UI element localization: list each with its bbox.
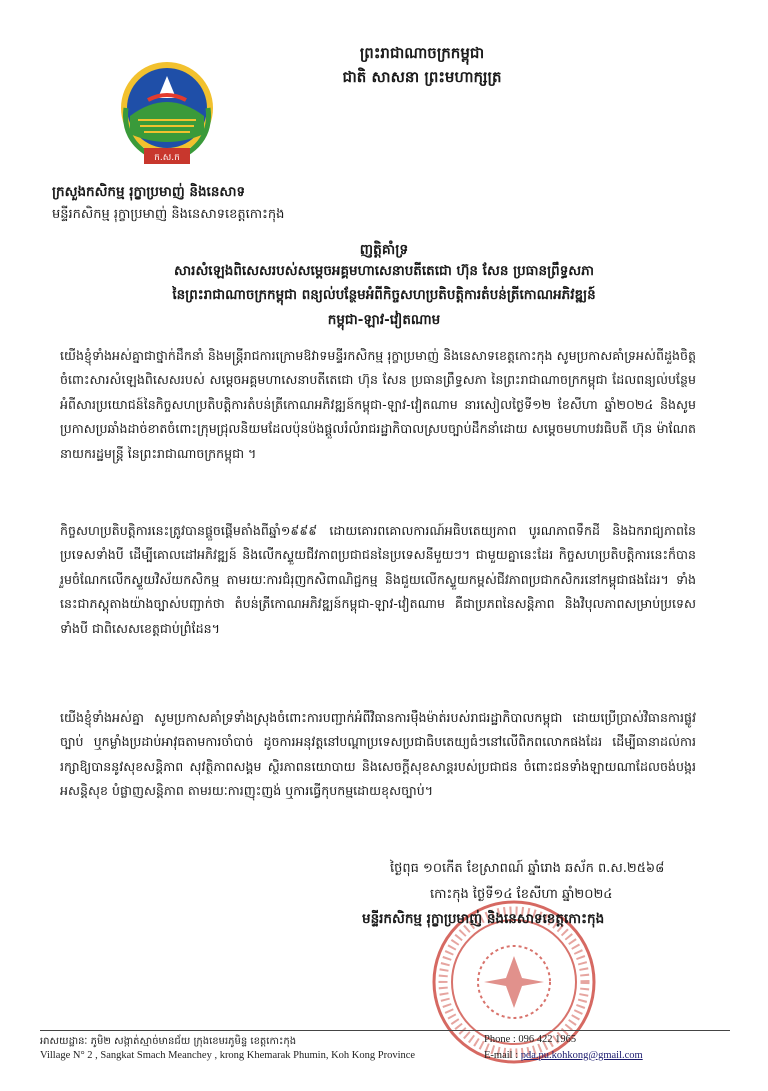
footer-email-row — [484, 1050, 643, 1061]
body-paragraph-1: យើងខ្ញុំទាំងអស់គ្នាជាថ្នាក់ដឹកនាំ និងមន្ត្រីរាជការក្រោមឱវាទមន្ទីរកសិកម្ម រុក្ខាប្រមាញ់ និងនេសាទខេត្តកោះកុង សូមប្រកាសគាំទ្រអស់ពីដួងចិត្តចំពោះសារសំឡេងពិសេសរបស់ សម្តេចអគ្គមហាសេនាបតីតេជោ ហ៊ុន សែន ប្រធានព្រឹទ្ធសភា នៃព្រះរាជាណាចក្រកម្ពុជា ដែលពន្យល់បន្ថែមអំពីសារប្រយោជន៍នៃកិច្ចសហប្រតិបត្តិការតំបន់ត្រីកោណអភិវឌ្ឍន៍កម្ពុជា-ឡាវ-វៀតណាម នារសៀលថ្ងៃទី១២ ខែសីហា ឆ្នាំ២០២៤ និងសូមប្រកាសប្រឆាំងដាច់ខាតចំពោះក្រុមជ្រុលនិយមដែលប៉ុនប៉ងផ្តួលរំលំរាជរដ្ឋាភិបាលស្របច្បាប់ដឹកនាំដោយ សម្តេចមហាបវរធិបតី ហ៊ុន ម៉ាណែត នាយករដ្ឋមន្ត្រី នៃព្រះរាជាណាចក្រកម្ពុជា ។ — [60, 348, 696, 461]
footer-phone: Phone : 096 422 1965 — [484, 1034, 577, 1045]
footer-divider — [40, 1030, 730, 1031]
footer-email-label: E-mail : — [484, 1050, 521, 1061]
ministry-name: ក្រសួងកសិកម្ម រុក្ខាប្រមាញ់ និងនេសាទ — [52, 184, 246, 200]
ministry-logo — [118, 58, 216, 170]
footer-email-link[interactable]: pda.pu.kohkong@gmail.com — [520, 1050, 643, 1061]
body-paragraph-2: កិច្ចសហប្រតិបត្តិការនេះត្រូវបានផ្តួចផ្តើមតាំងពីឆ្នាំ១៩៩៩ ដោយគោរពគោលការណ៍អធិបតេយ្យភាព បូរណភាពទឹកដី និងឯករាជ្យភាពនៃប្រទេសទាំងបី ដើម្បីគោលដៅអភិវឌ្ឍន៍ និងលើកស្ទួយជីវភាពប្រជាជននៃប្រទេសនីមួយៗ។ ជាមួយគ្នានេះដែរ កិច្ចសហប្រតិបត្តិការនេះក៏បានរួមចំណែកលើកស្ទួយវិស័យកសិកម្ម តាមរយៈការជំរុញកសិពាណិជ្ជកម្ម និងជួយលើកស្ទួយកម្ពស់ជីវភាពប្រជាកសិករនៅកម្ពុជាផងដែរ។ ទាំងនេះជាភស្តុតាងយ៉ាងច្បាស់បញ្ជាក់ថា តំបន់ត្រីកោណអភិវឌ្ឍន៍កម្ពុជា-ឡាវ-វៀតណាម គឺជាប្រភពនៃសន្តិភាព និងវិបុលភាពសម្រាប់ប្រទេសទាំងបី ជាពិសេសខេត្តជាប់ព្រំដែន។ — [60, 523, 696, 636]
place-and-date: កោះកុង ថ្ងៃទី១៤ ខែសីហា ឆ្នាំ២០២៤ — [430, 887, 613, 902]
lunar-date: ថ្ងៃពុធ ១០កើត ខែស្រាពណ៍ ឆ្នាំរោង ឆស័ក ព.ស.២៥៦៨ — [390, 861, 665, 876]
footer-address-english: Village N° 2 , Sangkat Smach Meanchey , krong Khemarak Phumin, Koh Kong Province — [40, 1050, 416, 1061]
footer-address-khmer: អាសយដ្ឋានៈ ភូមិ២ សង្កាត់ស្មាច់មានជ័យ ក្រុងខេមរភូមិន្ទ ខេត្តកោះកុង — [40, 1036, 297, 1047]
document-heading: ញត្តិគាំទ្រ — [359, 242, 409, 258]
kingdom-title: ព្រះរាជាណាចក្រកម្ពុជា — [359, 44, 485, 62]
subject-line-3: កម្ពុជា-ឡាវ-វៀតណាម — [327, 312, 441, 328]
subject-line-2: នៃព្រះរាជាណាចក្រកម្ពុជា ពន្យល់បន្ថែមអំពីកិច្ចសហប្រតិបត្តិការតំបន់ត្រីកោណអភិវឌ្ឍន៍ — [172, 287, 596, 303]
department-name: មន្ទីរកសិកម្ម រុក្ខាប្រមាញ់ និងនេសាទខេត្តកោះកុង — [52, 207, 285, 222]
signing-office: មន្ទីរកសិកម្ម រុក្ខាប្រមាញ់ និងនេសាទខេត្តកោះកុង — [362, 911, 605, 927]
logo-text: ក.ស.ក — [154, 153, 180, 163]
national-motto: ជាតិ សាសនា ព្រះមហាក្សត្រ — [342, 68, 502, 86]
subject-line-1: សារសំឡេងពិសេសរបស់សម្តេចអគ្គមហាសេនាបតីតេជោ ហ៊ុន សែន ប្រធានព្រឹទ្ធសភា — [174, 263, 594, 279]
body-paragraph-3: យើងខ្ញុំទាំងអស់គ្នា សូមប្រកាសគាំទ្រទាំងស្រុងចំពោះការបញ្ជាក់អំពីវិធានការម៉ឺងម៉ាត់របស់រាជរដ្ឋាភិបាលកម្ពុជា ដោយប្រើប្រាស់វិធានការផ្លូវច្បាប់ ឬកម្លាំងប្រដាប់អាវុធតាមការចាំបាច់ ដូចការអនុវត្តនៅបណ្តាប្រទេសប្រជាធិបតេយ្យធំៗនៅលើពិភពលោកផងដែរ ដើម្បីធានាដល់ការរក្សាឱ្យបាននូវសុខសន្តិភាព សុវត្ថិភាពសង្គម ស្ថិរភាពនយោបាយ និងសេចក្តីសុខសាន្តរបស់ប្រជាជន ចំពោះជនទាំងឡាយណាដែលចង់បង្ករអសន្តិសុខ បំផ្លាញសន្តិភាព តាមរយៈការញុះញង់ ឬការធ្វើកុបកម្មដោយខុសច្បាប់។ — [60, 710, 696, 799]
